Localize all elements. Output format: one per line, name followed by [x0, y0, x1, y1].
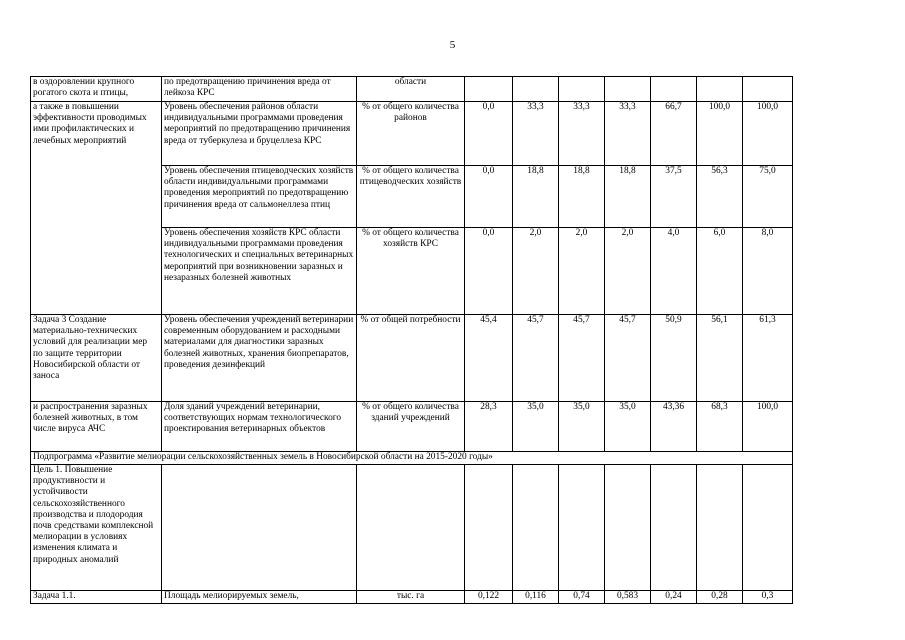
- indicator-cell: [162, 465, 357, 591]
- value-cell: 2,0: [513, 228, 559, 315]
- table-row: [31, 591, 793, 604]
- value-cell: [513, 77, 559, 102]
- value-cell: 0,74: [559, 591, 605, 604]
- indicator-cell: Уровень обеспечения хозяйств КРС области индивидуальными программами проведения технологических и специальных ветеринарных мероприятий при возникновении заразных и незаразных болезней животных: [162, 228, 357, 315]
- subprogram-title: Подпрограмма «Развитие мелиорации сельскохозяйственных земель в Новосибирской области на 2015-2020 годы»: [31, 452, 793, 465]
- value-cell: 0,3: [743, 591, 793, 604]
- value-cell: 45,7: [513, 315, 559, 402]
- subprogram-row: [31, 452, 793, 465]
- value-cell: 0,24: [651, 591, 697, 604]
- value-cell: 61,3: [743, 315, 793, 402]
- value-cell: 45,7: [605, 315, 651, 402]
- value-cell: 0,116: [513, 591, 559, 604]
- value-cell: [559, 465, 605, 591]
- indicator-cell: Уровень обеспечения учреждений ветеринарии современным оборудованием и расходными материалами для диагностики заразных болезней животных, хранения биопрепаратов, проведения дезинфекций: [162, 315, 357, 402]
- indicator-cell: Уровень обеспечения птицеводческих хозяйств области индивидуальными программами проведения мероприятий по предотвращению причинения вреда от сальмонеллеза птиц: [162, 166, 357, 228]
- indicator-cell: Доля зданий учреждений ветеринарии, соответствующих нормам технологического проектирования ветеринарных объектов: [162, 402, 357, 452]
- value-cell: 66,7: [651, 102, 697, 166]
- value-cell: [697, 465, 743, 591]
- value-cell: [465, 77, 513, 102]
- value-cell: 100,0: [697, 102, 743, 166]
- value-cell: 33,3: [513, 102, 559, 166]
- value-cell: 56,1: [697, 315, 743, 402]
- value-cell: 33,3: [605, 102, 651, 166]
- value-cell: 35,0: [605, 402, 651, 452]
- value-cell: 4,0: [651, 228, 697, 315]
- value-cell: [743, 77, 793, 102]
- value-cell: 0,0: [465, 228, 513, 315]
- value-cell: 33,3: [559, 102, 605, 166]
- value-cell: [513, 465, 559, 591]
- value-cell: 100,0: [743, 402, 793, 452]
- indicator-cell: по предотвращению причинения вреда от лейкоза КРС: [162, 77, 357, 102]
- value-cell: 35,0: [513, 402, 559, 452]
- value-cell: 45,7: [559, 315, 605, 402]
- unit-cell: % от общего количества зданий учреждений: [357, 402, 465, 452]
- value-cell: 18,8: [513, 166, 559, 228]
- unit-cell: % от общего количества птицеводческих хозяйств: [357, 166, 465, 228]
- value-cell: 43,36: [651, 402, 697, 452]
- goal-cell: Цель 1. Повышение продуктивности и устойчивости сельскохозяйственного производства и плодородия почв средствами комплексной мелиорации в условиях изменения климата и природных аномалий: [31, 465, 162, 591]
- table-row: [31, 77, 793, 102]
- value-cell: 56,3: [697, 166, 743, 228]
- value-cell: 37,5: [651, 166, 697, 228]
- table-row: [31, 402, 793, 452]
- table-row: [31, 465, 793, 591]
- table-row: [31, 315, 793, 402]
- goal-cell: Задача 1.1.: [31, 591, 162, 604]
- value-cell: [465, 465, 513, 591]
- value-cell: 6,0: [697, 228, 743, 315]
- value-cell: [697, 77, 743, 102]
- unit-cell: % от общего количества хозяйств КРС: [357, 228, 465, 315]
- indicator-cell: Уровень обеспечения районов области индивидуальными программами проведения мероприятий по предотвращению причинения вреда от туберкулеза и бруцеллеза КРС: [162, 102, 357, 166]
- value-cell: 35,0: [559, 402, 605, 452]
- value-cell: 0,0: [465, 166, 513, 228]
- value-cell: 18,8: [559, 166, 605, 228]
- goal-cell: в оздоровлении крупного рогатого скота и птицы,: [31, 77, 162, 102]
- value-cell: [743, 465, 793, 591]
- goal-cell: Задача 3 Создание материально-технических условий для реализации мер по защите территории Новосибирской области от заноса: [31, 315, 162, 402]
- page-number: 5: [449, 39, 456, 51]
- value-cell: 2,0: [605, 228, 651, 315]
- goal-cell: а также в повышении эффективности проводимых ими профилактических и лечебных мероприятий: [31, 102, 162, 315]
- unit-cell: % от общей потребности: [357, 315, 465, 402]
- value-cell: 0,28: [697, 591, 743, 604]
- value-cell: 75,0: [743, 166, 793, 228]
- value-cell: 45,4: [465, 315, 513, 402]
- value-cell: 100,0: [743, 102, 793, 166]
- value-cell: [651, 77, 697, 102]
- value-cell: 50,9: [651, 315, 697, 402]
- indicator-cell: Площадь мелиорируемых земель,: [162, 591, 357, 604]
- unit-cell: [357, 465, 465, 591]
- value-cell: 28,3: [465, 402, 513, 452]
- indicators-table: [30, 76, 793, 604]
- value-cell: 0,0: [465, 102, 513, 166]
- value-cell: 8,0: [743, 228, 793, 315]
- value-cell: 18,8: [605, 166, 651, 228]
- unit-cell: области: [357, 77, 465, 102]
- value-cell: [651, 465, 697, 591]
- value-cell: 0,583: [605, 591, 651, 604]
- value-cell: [559, 77, 605, 102]
- table-row: [31, 102, 793, 166]
- unit-cell: % от общего количества районов: [357, 102, 465, 166]
- value-cell: [605, 465, 651, 591]
- value-cell: 0,122: [465, 591, 513, 604]
- value-cell: 2,0: [559, 228, 605, 315]
- value-cell: [605, 77, 651, 102]
- value-cell: 68,3: [697, 402, 743, 452]
- goal-cell: и распространения заразных болезней животных, в том числе вируса АЧС: [31, 402, 162, 452]
- unit-cell: тыс. га: [357, 591, 465, 604]
